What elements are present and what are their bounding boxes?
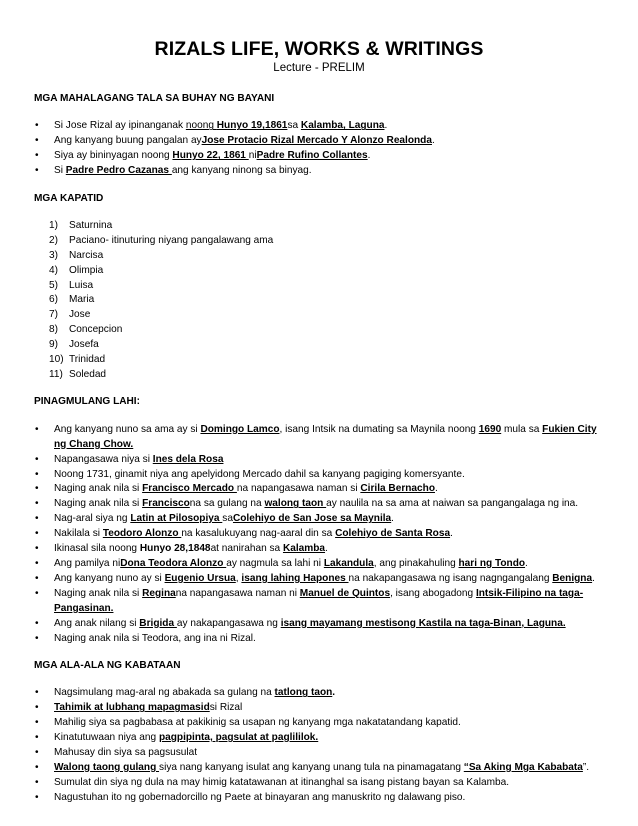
list-item: • Naging anak nila si Teodora, ang ina ni Rizal. [34,632,606,647]
list-item: • Walong taong gulang siya nang kanyang isulat ang kanyang unang tula na pinamagatang “Sa Aking Mga Kababata”. [34,761,606,776]
document-subtitle: Lecture - PRELIM [273,62,365,74]
bullet-icon: • [35,120,39,132]
list-item: • Mahilig siya sa pagbabasa at pakikinig sa usapan ng kanyang mga nakatatandang kapatid. [34,716,606,731]
section-heading-tala: MGA MAHALAGANG TALA SA BUHAY NG BAYANI [34,93,275,104]
bullet-icon: • [35,135,39,147]
lahi-list [34,423,606,647]
bullet-icon: • [35,483,39,495]
bullet-icon: • [35,732,39,744]
list-item: 6) Maria [49,294,95,306]
bullet-icon: • [35,617,39,629]
bullet-icon: • [35,687,39,699]
list-item: 2) Paciano- itinuturing niyang pangalawang ama [49,234,274,246]
list-item: 8) Concepcion [49,324,123,336]
list-item: • Ikinasal sila noong Hunyo 28,1848at nanirahan sa Kalamba. [34,542,606,557]
document-content [34,92,606,806]
list-item: 4) Olimpia [49,264,104,276]
list-item: 7) Jose [49,309,91,321]
document-title: RIZALS LIFE, WORKS & WRITINGS [154,38,484,60]
list-item: 3) Narcisa [49,249,104,261]
list-item: • Noong 1731, ginamit niya ang apelyidong Mercado dahil sa kanyang pagiging komersyante. [34,468,606,483]
bullet-icon: • [35,587,39,599]
list-item: • Ang kanyang nuno ay si Eugenio Ursua, isang lahing Hapones na nakapangasawa ng isang nagngangalang Benigna. [34,572,606,587]
list-item: • Naging anak nila si Francisco Mercado na napangasawa naman si Cirila Bernacho. [34,482,606,497]
list-item: • Ang kanyang nuno sa ama ay si Domingo Lamco, isang Intsik na dumating sa Maynila noong 1690 mula sa Fukien City ng Chang Chow. [35,423,597,450]
bullet-icon: • [35,528,39,540]
list-item: • Tahimik at lubhang mapagmasidsi Rizal [34,701,606,716]
bullet-icon: • [35,557,39,569]
list-item: 11) Soledad [49,369,107,380]
list-item: • Ang pamilya niDona Teodora Alonzo ay nagmula sa lahi ni Lakandula, ang pinakahuling hari ng Tondo. [34,557,606,572]
list-item: • Nakilala si Teodoro Alonzo na kasalukuyang nag-aaral din sa Colehiyo de Santa Rosa. [34,527,606,542]
section-heading-lahi: PINAGMULANG LAHI: [34,396,140,408]
list-item: • Kinatutuwaan niya ang pagpipinta, pagsulat at paglililok. [34,731,606,746]
section-heading-kapatid: MGA KAPATID [34,192,104,204]
bullet-icon: • [35,468,39,480]
bullet-icon: • [35,543,39,555]
tala-list [34,119,606,179]
list-item: • Siya ay bininyagan noong Hunyo 22, 1861 niPadre Rufino Collantes. [34,149,606,164]
list-item: • Nag-aral siya ng Latin at Pilosopiya saColehiyo de San Jose sa Maynila. [34,512,606,527]
list-item: • Ang kanyang buung pangalan ayJose Protacio Rizal Mercado Y Alonzo Realonda. [34,134,606,149]
list-item: • Nagsimulang mag-aral ng abakada sa gulang na tatlong taon. [34,686,606,701]
bullet-icon: • [35,776,39,788]
list-item: • Napangasawa niya si Ines dela Rosa [34,453,606,468]
bullet-icon: • [35,572,39,584]
list-item: 1) Saturnina [49,219,113,231]
list-item: • Sumulat din siya ng dula na may himig katatawanan at itinanghal sa isang pistang bayan sa Kalamba. [34,776,606,791]
bullet-icon: • [35,423,39,435]
list-item: • Si Jose Rizal ay ipinanganak noong Hunyo 19,1861sa Kalamba, Laguna. [34,119,606,134]
bullet-icon: • [35,498,39,510]
bullet-icon: • [35,513,39,525]
bullet-icon: • [35,150,39,162]
list-item: • Naging anak nila si Franciscona sa gulang na walong taon ay naulila na sa ama at naiwan sa pangangalaga ng ina. [34,497,606,512]
bullet-icon: • [35,717,39,729]
bullet-icon: • [35,632,39,644]
bullet-icon: • [35,761,39,773]
bullet-icon: • [35,165,39,177]
list-item: 5) Luisa [49,279,94,291]
list-item: • Ang anak nilang si Brigida ay nakapangasawa ng isang mayamang mestisong Kastila na taga-Binan, Laguna. [34,617,606,632]
bullet-icon: • [35,791,39,803]
list-item: • Nagustuhan ito ng gobernadorcillo ng Paete at binayaran ang manuskrito ng dalawang piso. [34,791,606,806]
list-item: 9) Josefa [49,339,99,351]
kapatid-list [34,219,606,383]
section-heading-ala-ala: MGA ALA-ALA NG KABATAAN [34,659,181,671]
bullet-icon: • [35,702,39,714]
list-item: 10) Trinidad [49,354,106,366]
list-item: • Si Padre Pedro Cazanas ang kanyang ninong sa binyag. [34,164,606,179]
list-item: • Naging anak nila si Reginana napangasawa naman ni Manuel de Quintos, isang abogadong Intsik-Filipino na taga-Pangasinan. [35,587,584,614]
bullet-icon: • [35,453,39,465]
ala-ala-list [34,686,606,805]
bullet-icon: • [35,746,39,758]
list-item: • Mahusay din siya sa pagsusulat [34,746,606,761]
